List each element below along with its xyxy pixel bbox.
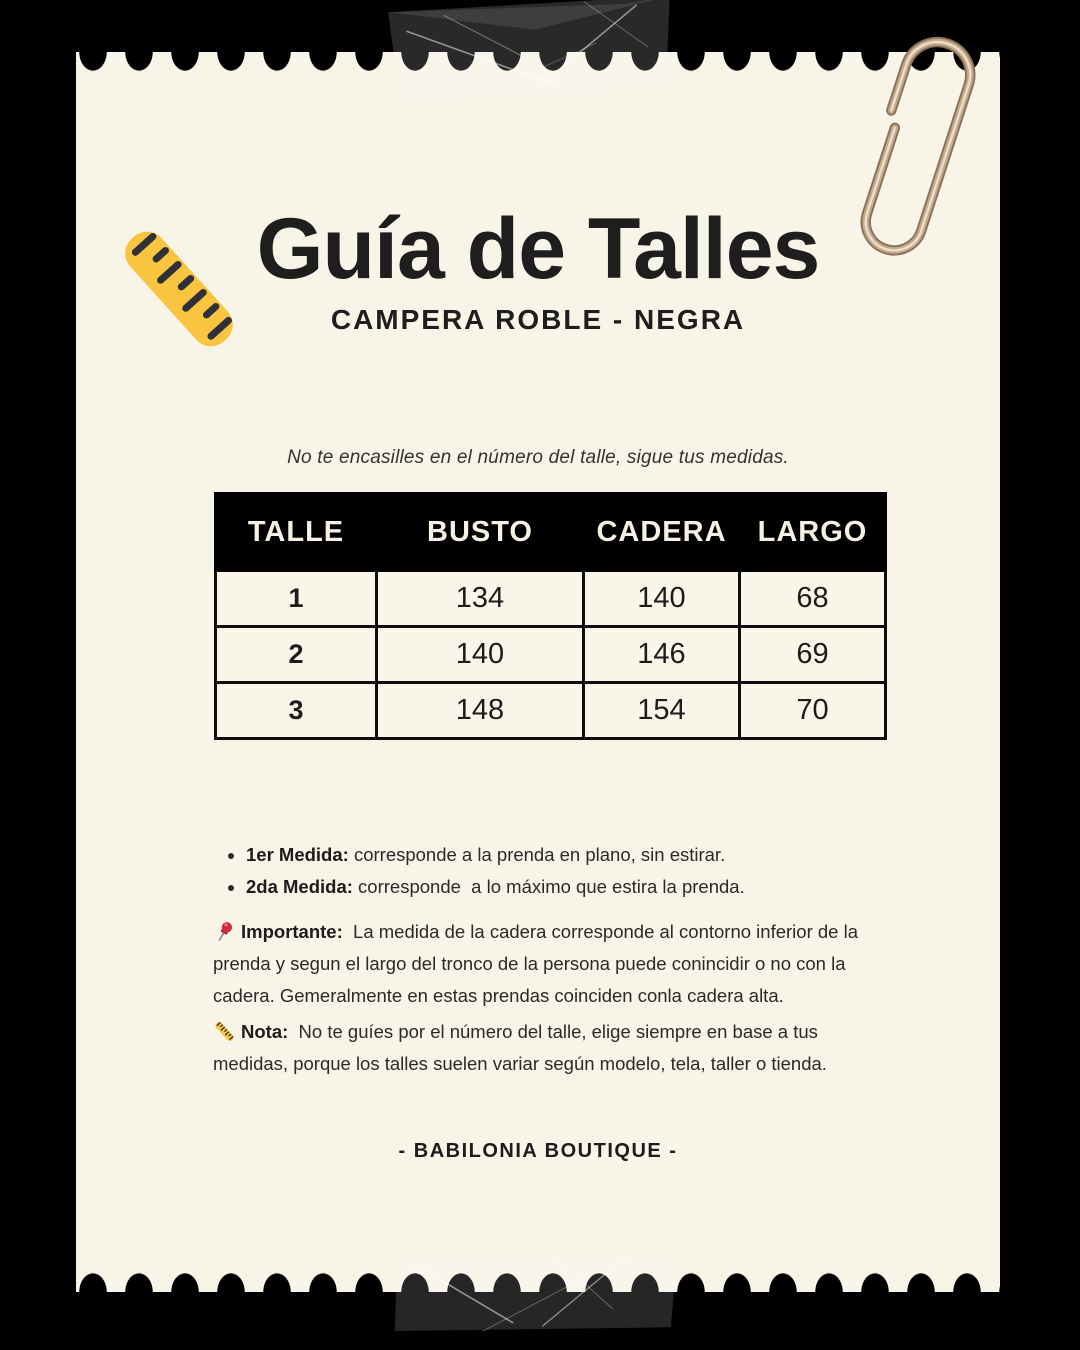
col-header-largo: LARGO bbox=[740, 494, 886, 571]
bullet-list bbox=[226, 844, 916, 908]
col-header-busto: BUSTO bbox=[377, 494, 584, 571]
size-table bbox=[214, 492, 887, 740]
note-label: Importante: bbox=[241, 921, 343, 942]
note-nota bbox=[213, 1016, 881, 1080]
cell-largo: 68 bbox=[740, 571, 886, 627]
size-row-1 bbox=[216, 571, 886, 627]
bullet-label: 1er Medida: bbox=[246, 844, 349, 865]
bullet-text: corresponde a lo máximo que estira la prenda. bbox=[352, 876, 745, 897]
size-table-header-row bbox=[216, 494, 886, 571]
cell-largo: 69 bbox=[740, 627, 886, 683]
tagline: No te encasilles en el número del talle, sigue tus medidas. bbox=[287, 447, 789, 468]
cell-busto: 148 bbox=[377, 683, 584, 739]
ruler-small-icon bbox=[213, 1020, 236, 1043]
cell-cadera: 146 bbox=[584, 627, 740, 683]
note-text: La medida de la cadera corresponde al contorno inferior de la prenda y segun el largo del tronco de la persona puede conincidir o no con la cadera. Gemeralmente en estas prendas coinciden conla cadera alta. bbox=[213, 921, 864, 1006]
tape-bottom bbox=[391, 1247, 685, 1337]
bullet-item-2da-medida bbox=[246, 876, 916, 898]
bullet-label: 2da Medida: bbox=[246, 876, 353, 897]
cell-cadera: 140 bbox=[584, 571, 740, 627]
cell-busto: 140 bbox=[377, 627, 584, 683]
size-row-2 bbox=[216, 627, 886, 683]
note-importante bbox=[213, 916, 881, 1012]
bullet-text: corresponde a la prenda en plano, sin estirar. bbox=[348, 844, 726, 865]
col-header-cadera: CADERA bbox=[584, 494, 740, 571]
tape-top bbox=[384, 0, 678, 106]
cell-largo: 70 bbox=[740, 683, 886, 739]
note-label: Nota: bbox=[241, 1021, 289, 1042]
pushpin-icon bbox=[213, 920, 236, 943]
cell-cadera: 154 bbox=[584, 683, 740, 739]
page-subtitle: CAMPERA ROBLE - NEGRA bbox=[330, 304, 746, 336]
bullet-item-1er-medida bbox=[246, 844, 916, 866]
note-text: No te guíes por el número del talle, elige siempre en base a tus medidas, porque los talles suelen variar según modelo, tela, taller o tienda. bbox=[213, 1021, 827, 1074]
paperclip-icon bbox=[824, 14, 1010, 288]
col-header-talle: TALLE bbox=[216, 494, 377, 571]
page-title: Guía de Talles bbox=[256, 201, 820, 297]
cell-talle: 3 bbox=[216, 683, 377, 739]
brand-footer: - BABILONIA BOUTIQUE - bbox=[398, 1140, 678, 1162]
cell-talle: 1 bbox=[216, 571, 377, 627]
cell-busto: 134 bbox=[377, 571, 584, 627]
size-row-3 bbox=[216, 683, 886, 739]
cell-talle: 2 bbox=[216, 627, 377, 683]
